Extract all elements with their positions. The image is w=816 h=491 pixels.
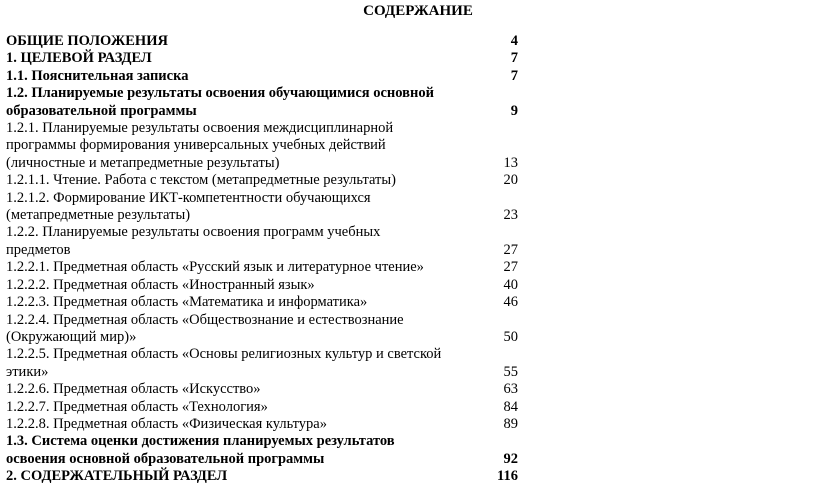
toc-entry-title: 1.2.2.6. Предметная область «Искусство»	[6, 381, 261, 398]
toc-entry-title: 1.2.2.5. Предметная область «Основы религиозных культур и светской этики»	[6, 346, 442, 380]
toc-entry	[6, 120, 518, 172]
toc-entry-title: 1.2.2.3. Предметная область «Математика и информатика»	[6, 294, 368, 311]
toc-entry-title: 1.3. Система оценки достижения планируемых результатов освоения основной образовательной программы	[6, 433, 395, 467]
toc-entry-title: 1.2.2.1. Предметная область «Русский язык и литературное чтение»	[6, 259, 424, 276]
toc-entry-page-number: 27	[503, 241, 518, 258]
toc-entry	[6, 381, 518, 398]
toc-entry-title: 1.2.1. Планируемые результаты освоения междисциплинарной программы формирования универсальных учебных действий (личностные и метапредметные результаты)	[6, 120, 394, 171]
toc-entry-page-number: 9	[510, 102, 518, 119]
toc-entry-page-number: 7	[510, 50, 518, 67]
toc-entry-page-number: 116	[497, 468, 518, 485]
toc-entry	[6, 399, 518, 416]
toc-entry-page-number: 7	[510, 67, 518, 84]
toc-entry-title: 1.2.1.2. Формирование ИКТ-компетентности обучающихся (метапредметные результаты)	[6, 189, 371, 224]
toc-entry-page-number: 89	[503, 415, 518, 432]
toc-entry-title: 1.2.2. Планируемые результаты освоения программ учебных предметов	[6, 224, 381, 258]
toc-entry	[6, 433, 518, 468]
toc-entry-page-number: 92	[503, 450, 518, 467]
toc-entry-page-number: 27	[503, 259, 518, 276]
toc-entry	[6, 277, 518, 294]
toc-entry-page-number: 40	[503, 276, 518, 293]
toc-entry-title: 1.2. Планируемые результаты освоения обучающимися основной образовательной программы	[6, 85, 434, 119]
toc-entry-page-number: 23	[503, 207, 518, 224]
toc-entry-title: 1.2.2.7. Предметная область «Технология»	[6, 398, 268, 415]
page-title: СОДЕРЖАНИЕ	[363, 3, 473, 19]
table-of-contents	[6, 33, 518, 486]
toc-entry	[6, 259, 518, 276]
toc-entry	[6, 85, 518, 120]
toc-entry	[6, 190, 518, 225]
toc-entry-title: 1.2.1.1. Чтение. Работа с текстом (метапредметные результаты)	[6, 172, 396, 189]
toc-entry	[6, 172, 518, 189]
toc-entry-page-number: 46	[503, 294, 518, 311]
toc-entry	[6, 468, 518, 485]
toc-entry	[6, 50, 518, 67]
toc-entry-page-number: 84	[503, 398, 518, 415]
toc-entry	[6, 68, 518, 85]
toc-entry	[6, 312, 518, 347]
toc-entry	[6, 224, 518, 259]
toc-entry	[6, 33, 518, 50]
toc-entry-title: 1. ЦЕЛЕВОЙ РАЗДЕЛ	[6, 50, 152, 67]
toc-entry-title: 1.2.2.8. Предметная область «Физическая культура»	[6, 415, 327, 432]
toc-entry-title: 1.2.2.2. Предметная область «Иностранный язык»	[6, 276, 315, 293]
toc-entry	[6, 294, 518, 311]
toc-entry-title: 1.1. Пояснительная записка	[6, 67, 189, 84]
toc-entry-title: 1.2.2.4. Предметная область «Обществознание и естествознание (Окружающий мир)»	[6, 311, 404, 345]
toc-entry	[6, 346, 518, 381]
toc-entry-page-number: 50	[503, 328, 518, 345]
toc-entry-page-number: 55	[503, 363, 518, 380]
toc-entry-page-number: 20	[503, 172, 518, 189]
toc-entry-page-number: 4	[510, 33, 518, 49]
toc-entry-page-number: 13	[503, 154, 518, 171]
toc-entry-title: ОБЩИЕ ПОЛОЖЕНИЯ	[6, 33, 168, 49]
toc-entry-title: 2. СОДЕРЖАТЕЛЬНЫЙ РАЗДЕЛ	[6, 468, 228, 485]
toc-entry	[6, 416, 518, 433]
toc-entry-page-number: 63	[503, 381, 518, 398]
